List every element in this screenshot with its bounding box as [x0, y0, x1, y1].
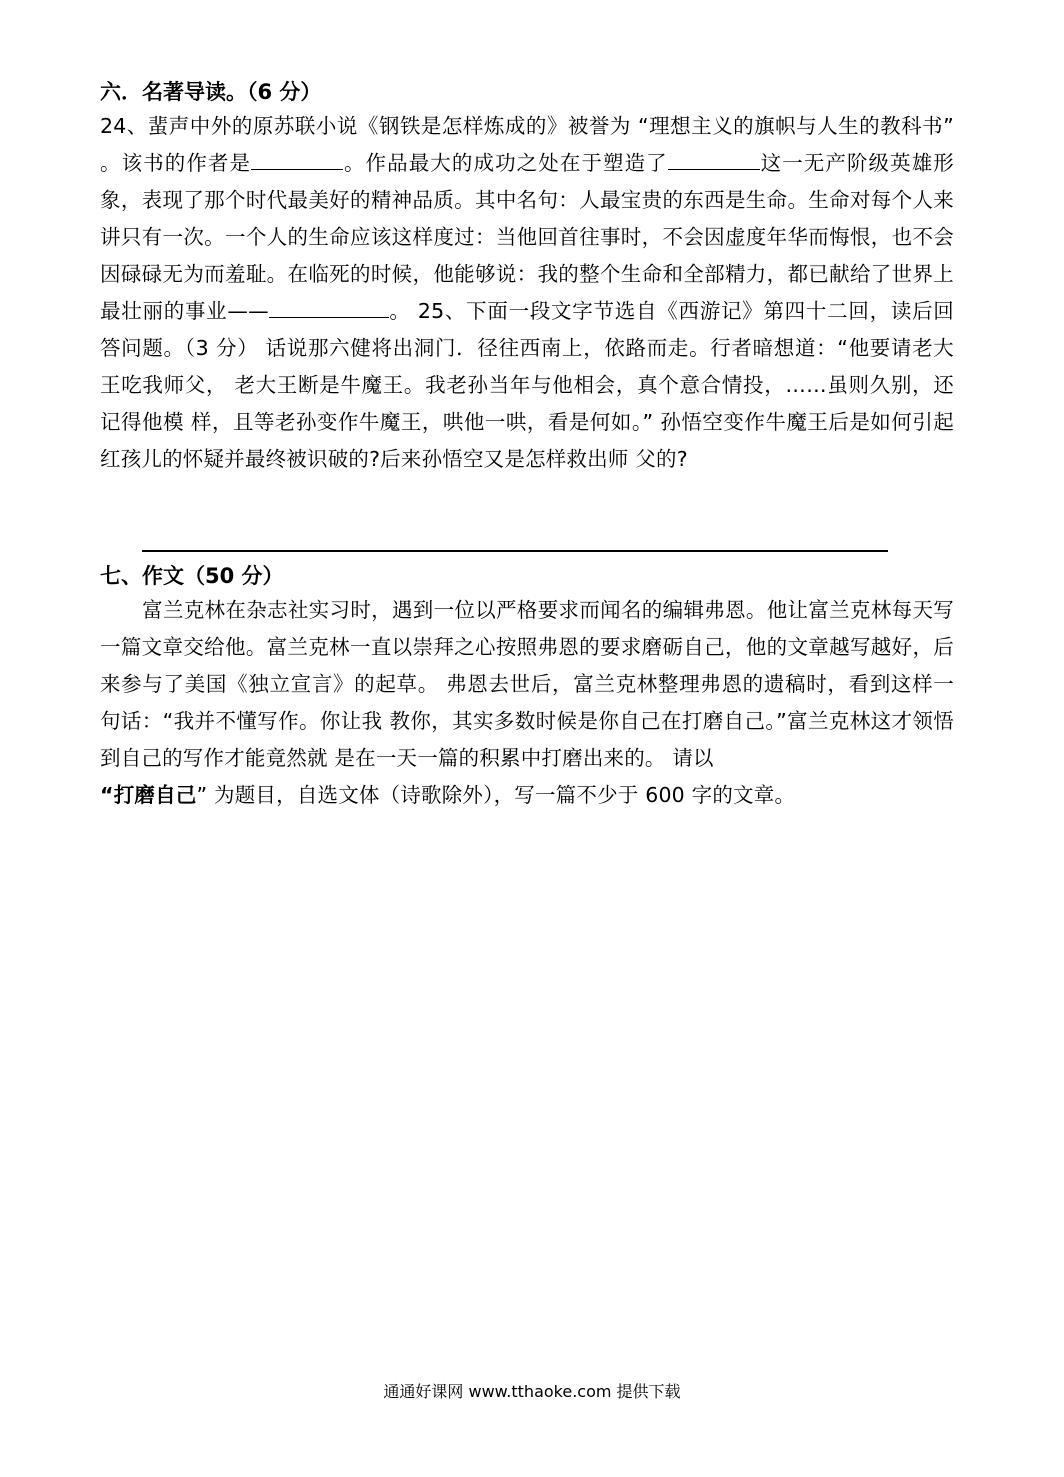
essay-prompt-end: ” 为题目，自选文体（诗歌除外），写一篇不少于 600 字的文章。 — [196, 783, 796, 807]
footer-credit: 通通好课网 www.tthaoke.com 提供下载 — [383, 1382, 681, 1401]
author-answer-blank[interactable] — [251, 149, 343, 170]
essay-title-open-quote: “ — [100, 783, 114, 807]
cause-answer-blank[interactable] — [269, 297, 389, 318]
q24-text-part3: 这一无产阶级英雄形象，表现了那个时代最美好的精神品质。其中名句：人最宝贵的东西是生命。生命对每个人来讲只有一次。一个人的生命应该这样度过：当他回首往事时，不会因虚度年华而悔恨，也不会因碌碌无为而羞耻。在临死的时候，他能够说：我的整个生命和全部精力，都已献给了世界上最壮丽的事业—— — [100, 151, 954, 323]
essay-prompt-body: 富兰克林在杂志社实习时，遇到一位以严格要求而闻名的编辑弗恩。他让富兰克林每天写一篇文章交给他。富兰克林一直以崇拜之心按照弗恩的要求磨砺自己，他的文章越写越好，后来参与了美国《独立宣言》的起草。 弗恩去世后，富兰克林整理弗恩的遗稿时，看到这样一句话：“我并不懂写作。你让我 教你，其实多数时候是你自己在打磨自己。”富兰克林这才领悟到自己的写作才能竟然就 是在一天一篇的积累中打磨出来的。 请以 — [100, 598, 954, 770]
answer-line[interactable] — [142, 550, 888, 552]
essay-title-word: 打磨自己 — [113, 783, 197, 807]
q24-text-part2: 。作品最大的成功之处在于塑造了 — [343, 151, 668, 175]
q24-text-part1: 24、蜚声中外的原苏联小说《钢铁是怎样炼成的》被誉为 “理想主义的旗帜与人生的教科书” 。该书的作者是 — [100, 114, 954, 175]
section-7-heading: 七、作文（50 分） — [100, 564, 284, 588]
question-24-25-text — [100, 108, 954, 478]
q24-text-part4: 。 25、下面一段文字节选自《西游记》第四十二回，读后回答问题。（3 分） 话说那六健将出洞门．径往西南上，依路而走。行者暗想道：“他要请老大王吃我师父， 老大王断是牛魔王。我老孙当年与他相会，真个意合情投，……虽则久别，还记得他模 样，且等老孙变作牛魔王，哄他一哄，看是何如。” 孙悟空变作牛魔王后是如何引起红孩儿的怀疑并最终被识破的?后来孙悟空又是怎样救出师 父的? — [100, 299, 954, 471]
essay-prompt — [100, 592, 954, 814]
hero-answer-blank[interactable] — [668, 149, 760, 170]
section-6-heading: 六．名著导读。（6 分） — [100, 80, 322, 104]
